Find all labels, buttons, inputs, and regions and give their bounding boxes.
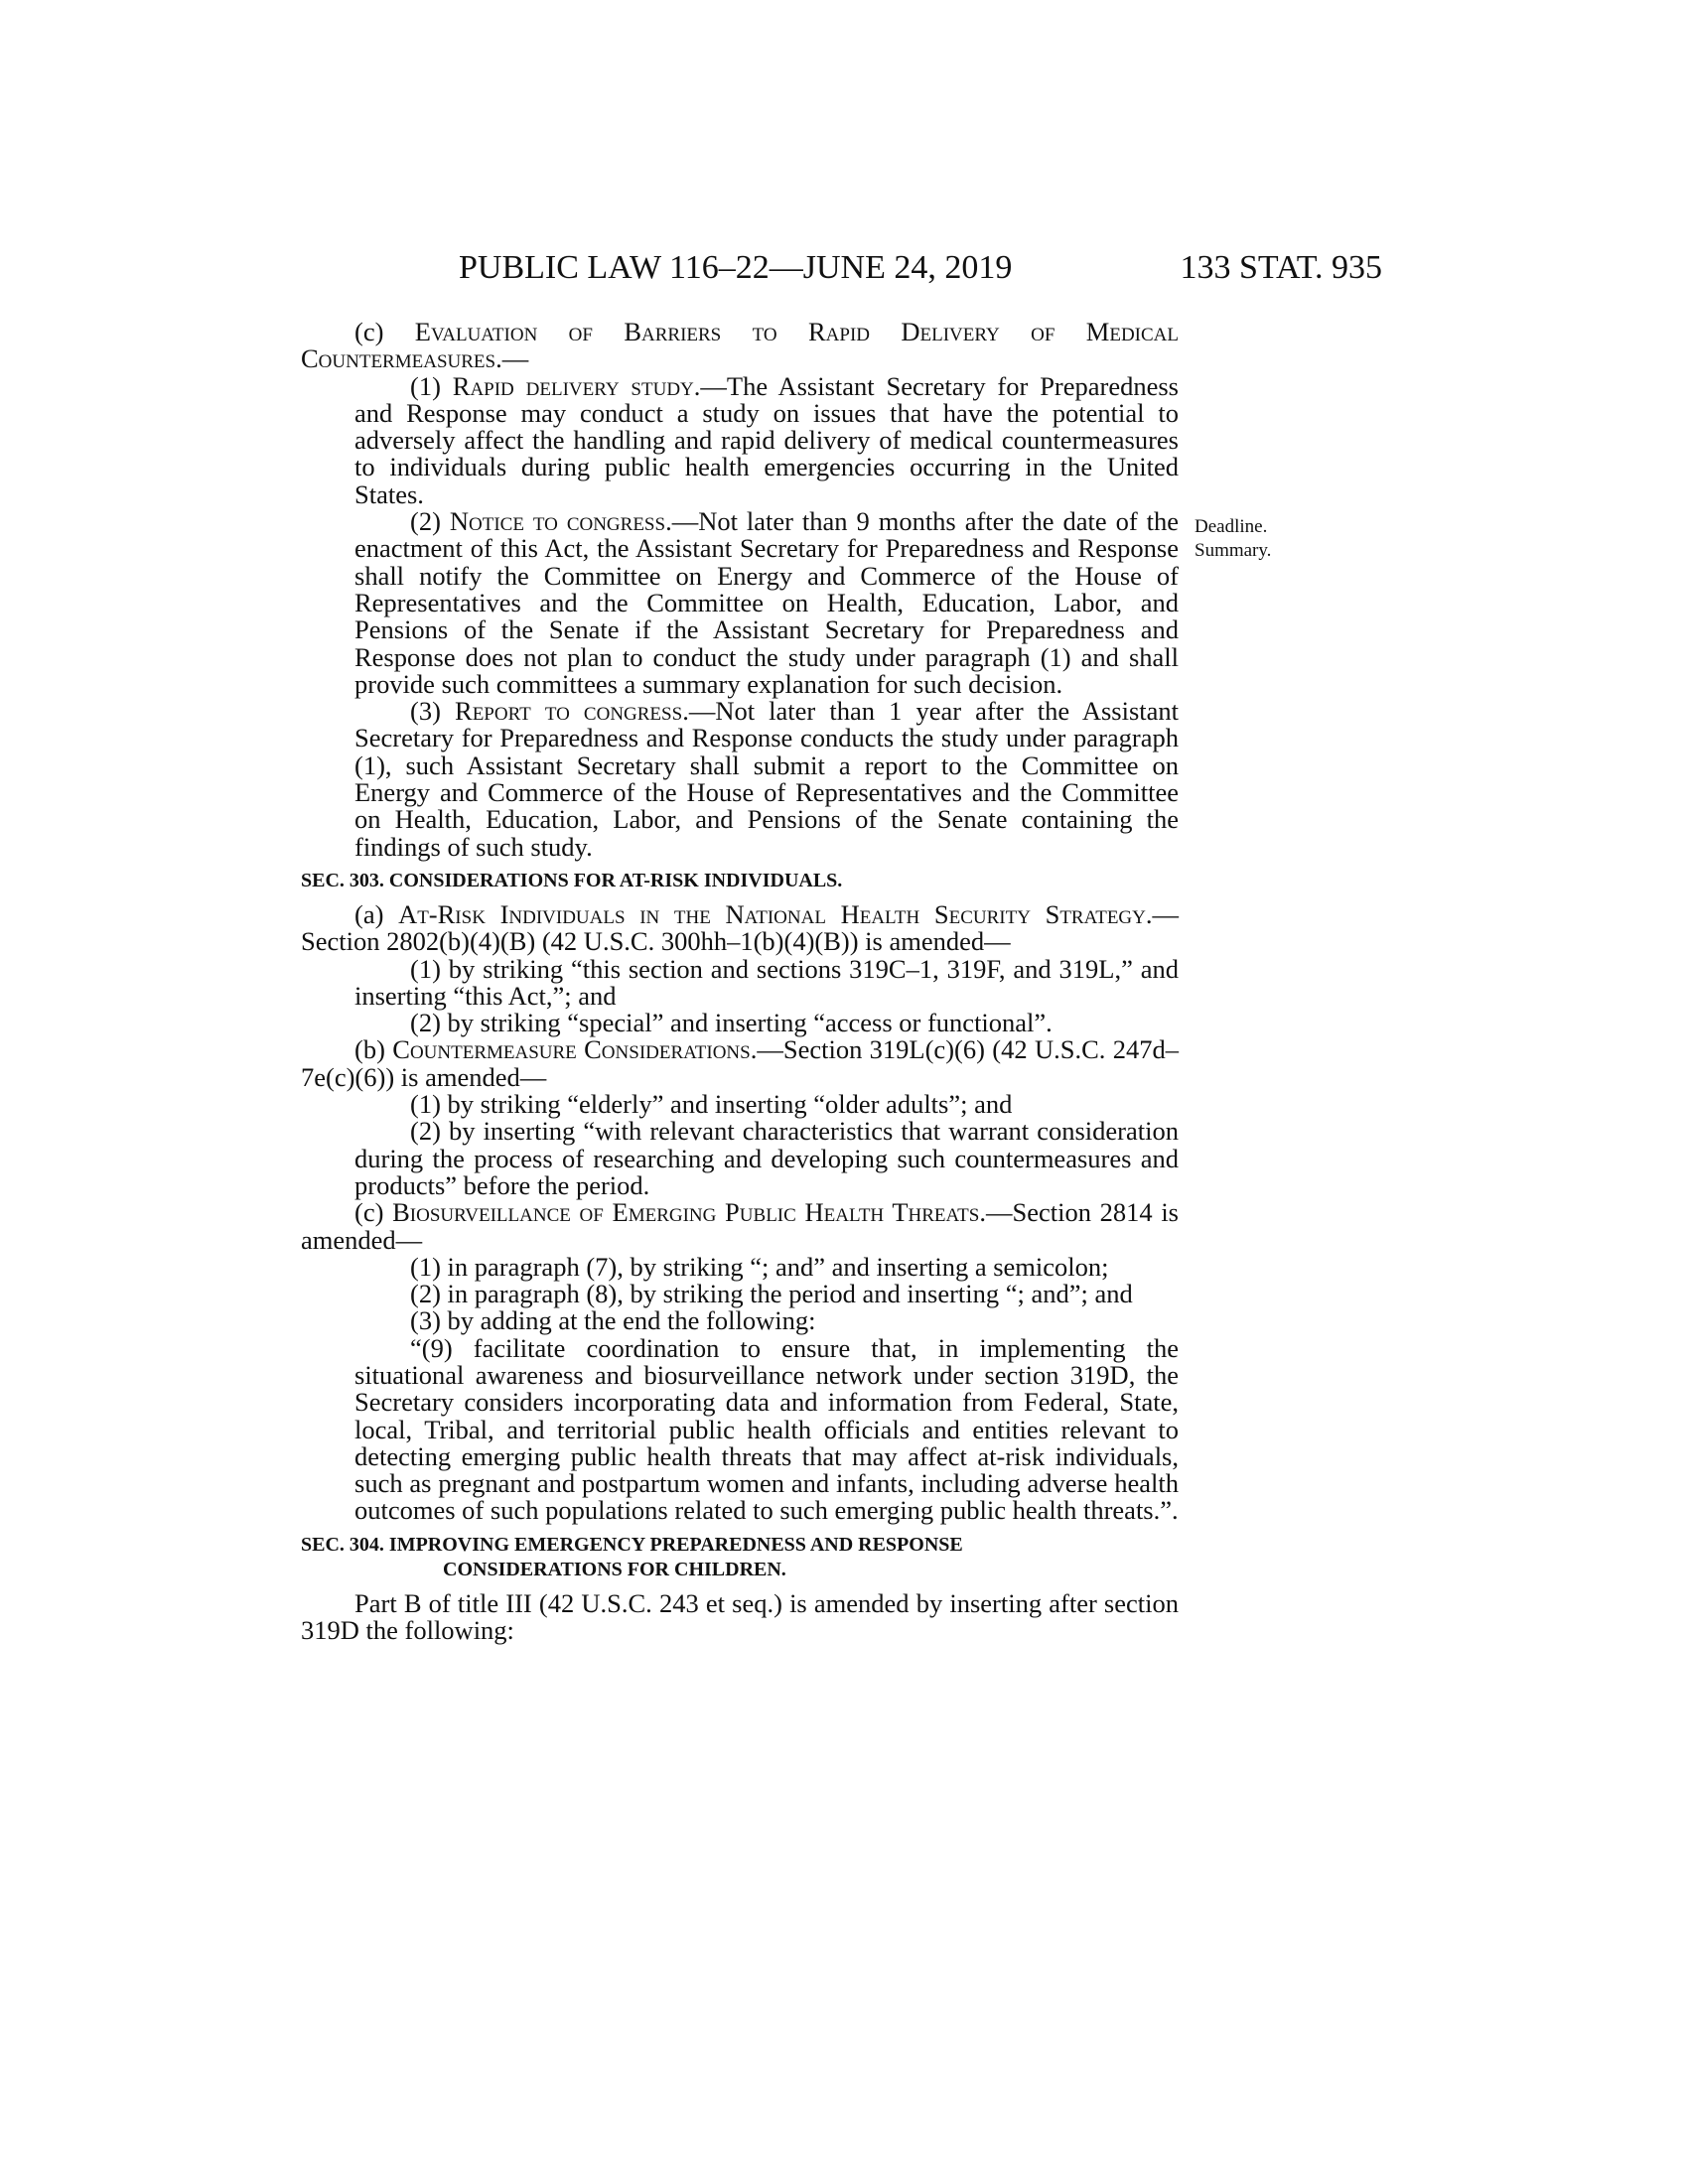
section-303-a1: (1) by striking “this section and sections 319C–1, 319F, and 319L,” and inserting “this Act,”; and (354, 953, 1179, 1011)
section-303-b2: (2) by inserting “with relevant characteristics that warrant consideration during the process of researching and developing such countermeasures and products” before the period. (354, 1116, 1179, 1200)
running-header (298, 248, 1382, 288)
section-303-c9-quoted: “(9) facilitate coordination to ensure that, in implementing the situational awareness and biosurveillance network under section 319D, the Secretary considers incorporating data and information from Federal, State, local, Tribal, and territorial public health officials and entities relevant to detecting emerging public health threats that may affect at-risk individuals, such as pregnant and postpartum women and infants, including adverse health outcomes of such populations related to such emerging public health threats.”. (354, 1332, 1179, 1526)
margin-notes (1195, 515, 1271, 563)
section-303-c: (c) Biosurveillance of Emerging Public Health Threats.—Section 2814 is amended— (301, 1197, 1179, 1255)
paragraph-rapid-delivery-study: (1) Rapid delivery study.—The Assistant Secretary for Preparedness and Response may conduct a study on issues that have the potential to adversely affect the handling and rapid delivery of medical countermeasures to individuals during public health emergencies occurring in the United States. (354, 370, 1179, 509)
paragraph-report-to-congress: (3) Report to congress.—Not later than 1 year after the Assistant Secretary for Preparedness and Response conducts the study under paragraph (1), such Assistant Secretary shall submit a report to the Committee on Energy and Commerce of the House of Representatives and the Committee on Health, Education, Labor, and Pensions of the Senate containing the findings of such study. (354, 696, 1179, 862)
section-304-heading: SEC. 304. IMPROVING EMERGENCY PREPAREDNESS AND RESPONSE CONSIDERATIONS FOR CHILDREN. (301, 1533, 963, 1580)
section-303-heading: SEC. 303. CONSIDERATIONS FOR AT-RISK INDIVIDUALS. (301, 869, 843, 891)
section-303-a2: (2) by striking “special” and inserting “access or functional”. (410, 1008, 1053, 1038)
subsection-c-heading: (c) Evaluation of Barriers to Rapid Delivery of Medical Countermeasures.— (301, 317, 1179, 374)
section-303-b1: (1) by striking “elderly” and inserting “older adults”; and (410, 1089, 1013, 1120)
section-304-text: Part B of title III (42 U.S.C. 243 et seq.) is amended by inserting after section 319D the following: (301, 1587, 1179, 1646)
section-303-c3: (3) by adding at the end the following: (410, 1305, 816, 1336)
public-law-title: PUBLIC LAW 116–22—JUNE 24, 2019 (459, 249, 1013, 286)
margin-note-summary: Summary. (1195, 540, 1272, 561)
paragraph-notice-to-congress: (2) Notice to congress.—Not later than 9 months after the date of the enactment of this Act, the Assistant Secretary for Preparedness and Response shall notify the Committee on Energy and Commerce of the House of Representatives and the Committee on Health, Education, Labor, and Pensions of the Senate if the Assistant Secretary for Preparedness and Response does not plan to conduct the study under paragraph (1) and shall provide such committees a summary explanation for such decision. (354, 506, 1180, 699)
margin-note-deadline: Deadline. (1195, 516, 1268, 537)
statute-page-number: 133 STAT. 935 (1180, 249, 1382, 286)
section-303-b: (b) Countermeasure Considerations.—Section 319L(c)(6) (42 U.S.C. 247d–7e(c)(6)) is amended— (301, 1034, 1179, 1092)
section-303-c2: (2) in paragraph (8), by striking the period and inserting “; and”; and (410, 1279, 1133, 1309)
section-303-a: (a) At-Risk Individuals in the National Health Security Strategy.—Section 2802(b)(4)(B) (42 U.S.C. 300hh–1(b)(4)(B)) is amended— (301, 898, 1179, 957)
section-303-c1: (1) in paragraph (7), by striking “; and” and inserting a semicolon; (410, 1251, 1109, 1282)
body-text (301, 319, 1179, 1644)
